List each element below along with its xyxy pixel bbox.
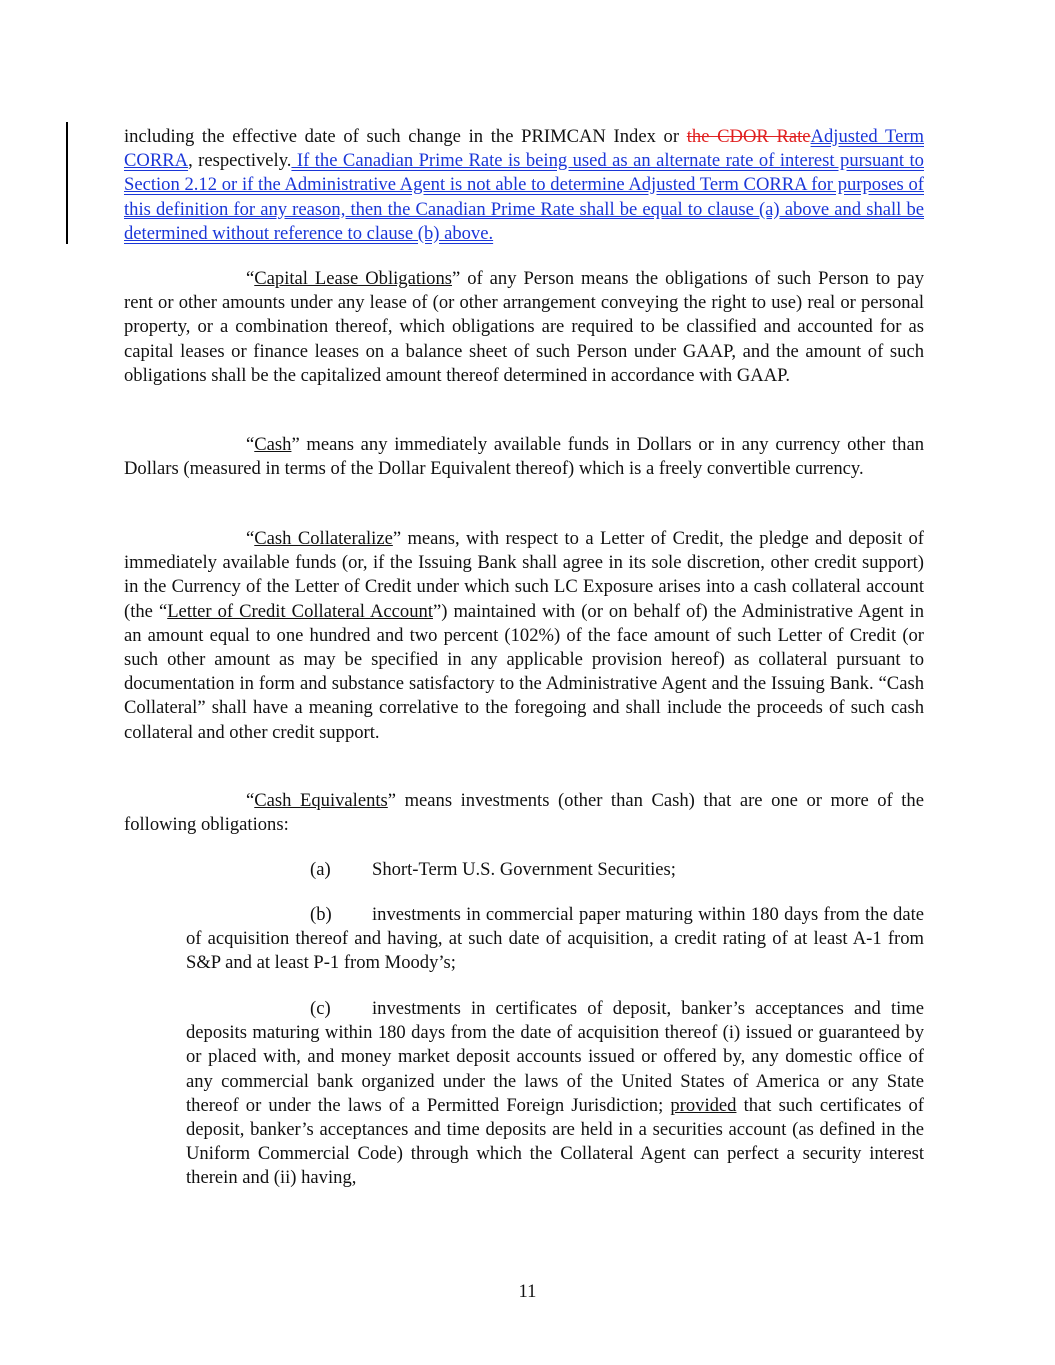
defined-term: Letter of Credit Collateral Account xyxy=(167,600,433,622)
definition-body: ” of any Person means the obligations of such Person to pay rent or other amounts under any lease of (or other arrangement conveying the right to use) real or personal property, or a combination thereof, which obligations are required to be classified and accounted for as capital leases or finance leases on a balance sheet of such Person under GAAP, and the amount of such obligations shall be the capitalized amount thereof determined in accordance with GAAP. xyxy=(124,268,925,386)
definition-body: ” means, with respect to a Letter of Credit, the pledge and deposit of immediately available funds (or, if the Issuing Bank shall agree in its sole discretion, other credit support) in the Currency of the Letter of Credit under which such LC Exposure arises into a cash collateral account (the “ xyxy=(124,528,924,622)
list-item-label: (a) xyxy=(310,859,331,880)
list-item-a xyxy=(186,858,924,882)
defined-term: Cash xyxy=(254,434,292,455)
definition-body: ”) maintained with (or on behalf of) the Administrative Agent in an amount equal to one hundred and two percent (102%) of the face amount of such Letter of Credit (or such other amount as may be specified in any applicable provision hereof) as collateral pursuant to documentation in form and substance satisfactory to the Administrative Agent and the Issuing Bank. “Cash Collateral” shall have a meaning correlative to the foregoing and shall include the proceeds of such cash collateral and other credit support. xyxy=(124,600,924,743)
paragraph-primcan-continuation xyxy=(124,125,924,246)
list-item-b xyxy=(186,903,924,976)
list-item-text: Short-Term U.S. Government Securities; xyxy=(372,859,676,880)
defined-term: Cash Equivalents xyxy=(254,790,388,811)
list-item-label: (b) xyxy=(310,904,332,925)
inserted-text: If the Canadian Prime Rate is being used as an alternate rate of interest pursuant to Section 2.12 or if the Administrative Agent is not able to determine Adjusted Term CORRA for purposes of this definition for any reason, then the Canadian Prime Rate shall be equal to clause (a) above and shall be determined without reference to clause (b) above. xyxy=(124,150,924,244)
list-item-text: investments in commercial paper maturing within 180 days from the date of acquisition thereof and having, at such date of acquisition, a credit rating of at least A-1 from S&P and at least P-1 from Moody’s; xyxy=(186,904,924,974)
definition-capital-lease-obligations xyxy=(124,267,924,388)
definition-body: ” means investments (other than Cash) that are one or more of the following obligations: xyxy=(124,790,924,836)
list-item-label: (c) xyxy=(310,998,331,1019)
quote-mark: “ xyxy=(246,434,255,455)
page-number: 11 xyxy=(518,1281,537,1302)
definition-cash-equivalents xyxy=(124,789,924,837)
inserted-text: Adjusted Term CORRA xyxy=(124,126,924,172)
list-item-text: investments in certificates of deposit, banker’s acceptances and time deposits maturing within 180 days from the date of acquisition thereof (i) issued or guaranteed by or placed with, and money market deposit accounts issued or offered by, any domestic office of any commercial bank organized under the laws of the United States of America or any State thereof or under the laws of a Permitted Foreign Jurisdiction; xyxy=(186,998,924,1116)
text-segment: , respectively. xyxy=(188,150,292,172)
text-segment: including the effective date of such change in the PRIMCAN Index or xyxy=(124,126,687,147)
defined-term: Capital Lease Obligations xyxy=(254,268,452,289)
quote-mark: “ xyxy=(246,790,255,811)
definition-body: ” means any immediately available funds in Dollars or in any currency other than Dollars (measured in terms of the Dollar Equivalent thereof) which is a freely convertible currency. xyxy=(124,434,924,480)
quote-mark: “ xyxy=(246,268,255,289)
deleted-text: the CDOR Rate xyxy=(686,126,811,147)
defined-term: provided xyxy=(670,1094,737,1116)
definition-cash-collateralize xyxy=(124,527,924,745)
defined-term: Cash Collateralize xyxy=(254,528,393,549)
revision-change-bar xyxy=(66,122,68,244)
list-item-text: that such certificates of deposit, banker’s acceptances and time deposits are held in a securities account (as defined in the Uniform Commercial Code) through which the Collateral Agent can perfect a security interest therein and (ii) having, xyxy=(186,1094,924,1189)
quote-mark: “ xyxy=(246,528,255,549)
definition-cash xyxy=(124,433,924,481)
list-item-c xyxy=(186,997,924,1191)
